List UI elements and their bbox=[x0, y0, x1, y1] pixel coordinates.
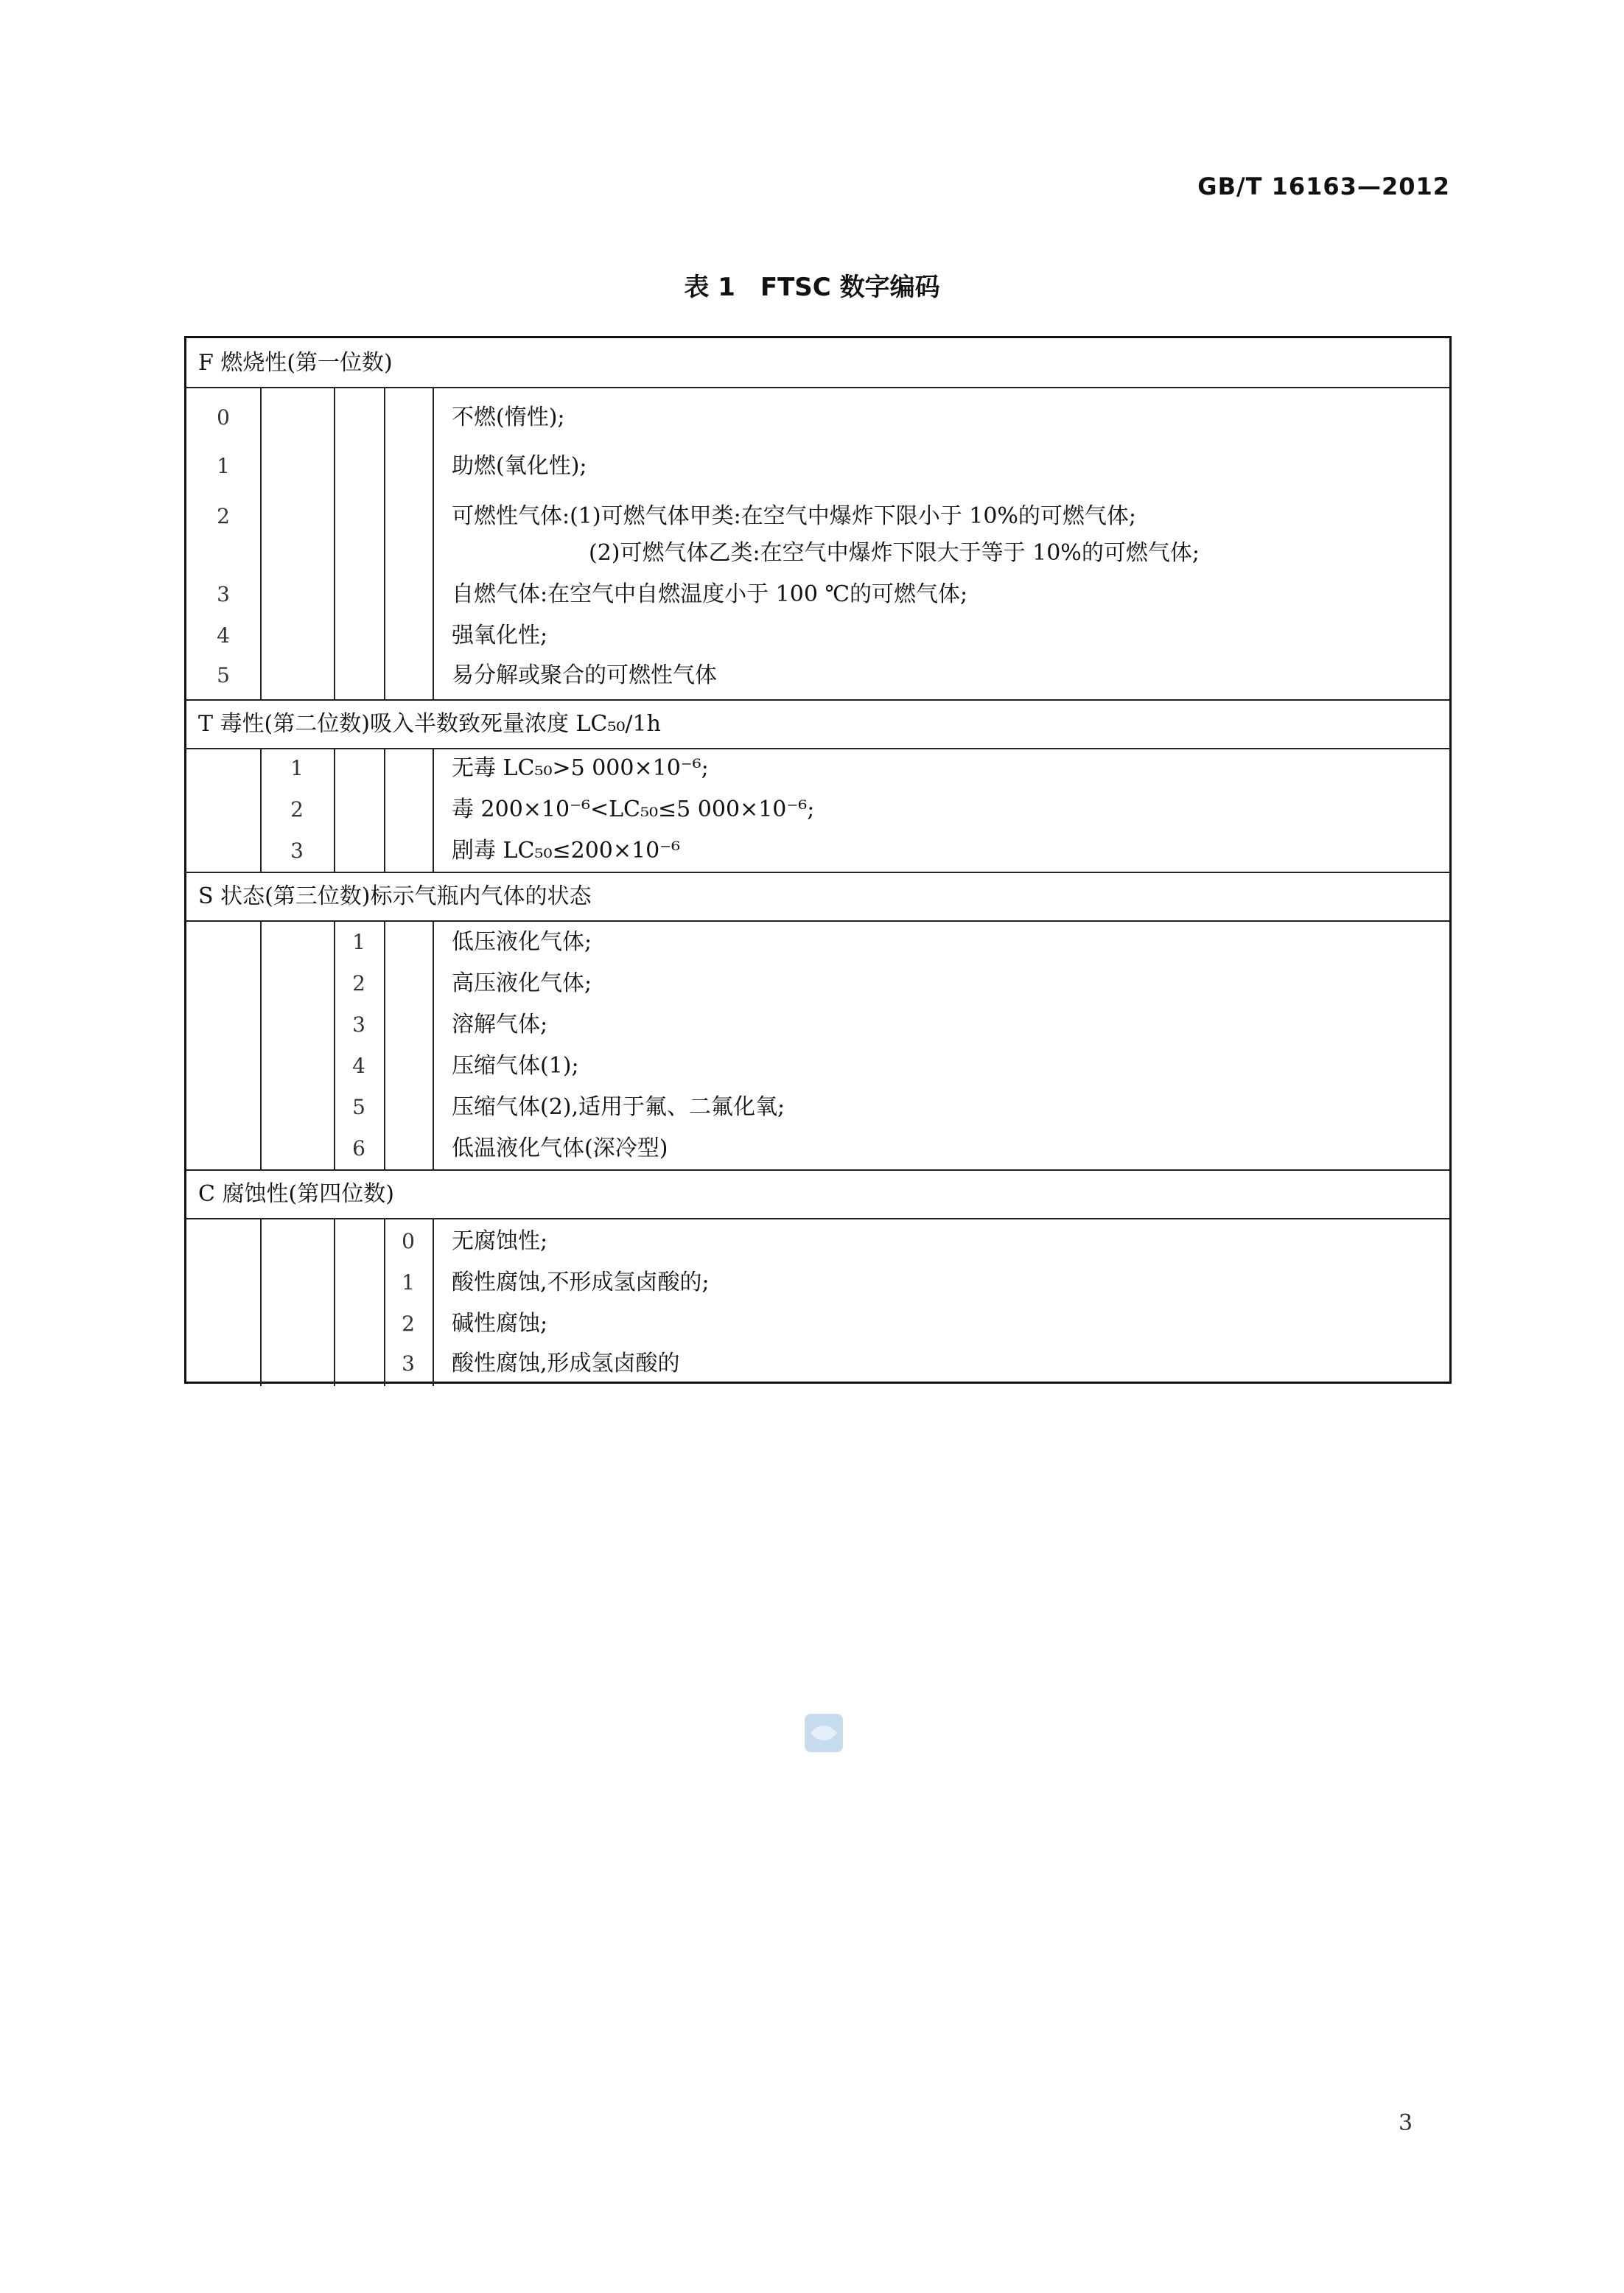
code-cell: 3 bbox=[217, 582, 230, 606]
section-header-t: T 毒性(第二位数)吸入半数致死量浓度 LC₅₀/1h bbox=[198, 711, 661, 737]
desc-cell: 压缩气体(1); bbox=[452, 1053, 579, 1079]
table-row bbox=[186, 496, 1449, 537]
desc-cell: 剧毒 LC₅₀≤200×10⁻⁶ bbox=[452, 838, 681, 864]
table-row bbox=[186, 922, 1449, 963]
table-row bbox=[186, 1303, 1449, 1345]
rule bbox=[186, 1218, 1449, 1219]
desc-cell: 酸性腐蚀,不形成氢卤酸的; bbox=[452, 1270, 710, 1295]
table-row bbox=[186, 533, 1449, 574]
table-title: 表 1 FTSC 数字编码 bbox=[684, 273, 940, 302]
code-cell: 1 bbox=[217, 454, 230, 478]
desc-cell: 不燃(惰性); bbox=[452, 405, 565, 430]
code-cell: 5 bbox=[352, 1095, 365, 1119]
code-cell: 4 bbox=[217, 623, 230, 648]
code-cell: 6 bbox=[352, 1136, 365, 1160]
watermark-logo-icon bbox=[803, 1712, 844, 1754]
code-cell: 1 bbox=[402, 1270, 415, 1295]
table-row bbox=[186, 446, 1449, 487]
table-row bbox=[186, 397, 1449, 438]
code-cell: 0 bbox=[217, 405, 230, 430]
code-cell: 1 bbox=[352, 930, 365, 954]
code-cell: 3 bbox=[402, 1351, 415, 1376]
table-row bbox=[186, 1004, 1449, 1046]
table-row bbox=[186, 1128, 1449, 1169]
desc-cell: 可燃性气体:(1)可燃气体甲类:在空气中爆炸下限小于 10%的可燃气体; bbox=[452, 503, 1137, 529]
desc-cell: 无腐蚀性; bbox=[452, 1228, 548, 1254]
table-row bbox=[186, 830, 1449, 872]
section-header-s: S 状态(第三位数)标示气瓶内气体的状态 bbox=[198, 883, 592, 909]
table-row bbox=[186, 1087, 1449, 1128]
desc-cell: 压缩气体(2),适用于氟、二氟化氧; bbox=[452, 1094, 785, 1120]
desc-cell: (2)可燃气体乙类:在空气中爆炸下限大于等于 10%的可燃气体; bbox=[589, 540, 1200, 566]
table-row bbox=[186, 748, 1449, 789]
table-row bbox=[186, 574, 1449, 615]
desc-cell: 碱性腐蚀; bbox=[452, 1311, 548, 1337]
table-row bbox=[186, 1262, 1449, 1303]
desc-cell: 助燃(氧化性); bbox=[452, 453, 587, 479]
code-cell: 0 bbox=[402, 1229, 415, 1253]
section-header-f: F 燃烧性(第一位数) bbox=[198, 350, 393, 376]
desc-cell: 高压液化气体; bbox=[452, 970, 592, 996]
desc-cell: 毒 200×10⁻⁶<LC₅₀≤5 000×10⁻⁶; bbox=[452, 797, 815, 822]
desc-cell: 无毒 LC₅₀>5 000×10⁻⁶; bbox=[452, 755, 709, 781]
table-row bbox=[186, 1046, 1449, 1087]
table-row bbox=[186, 789, 1449, 830]
rule bbox=[186, 387, 1449, 388]
desc-cell: 低温液化气体(深冷型) bbox=[452, 1135, 668, 1161]
code-cell: 4 bbox=[352, 1054, 365, 1078]
code-cell: 2 bbox=[290, 797, 304, 822]
code-cell: 2 bbox=[402, 1312, 415, 1336]
code-cell: 3 bbox=[290, 839, 304, 863]
code-cell: 5 bbox=[217, 663, 230, 687]
desc-cell: 易分解或聚合的可燃性气体 bbox=[452, 662, 717, 688]
code-cell: 3 bbox=[352, 1012, 365, 1037]
table-row bbox=[186, 1343, 1449, 1384]
desc-cell: 自燃气体:在空气中自燃温度小于 100 ℃的可燃气体; bbox=[452, 581, 968, 607]
table-row bbox=[186, 655, 1449, 696]
table-row bbox=[186, 1221, 1449, 1262]
code-cell: 1 bbox=[290, 756, 304, 780]
page-number: 3 bbox=[1399, 2110, 1413, 2136]
table-row bbox=[186, 963, 1449, 1004]
desc-cell: 低压液化气体; bbox=[452, 929, 592, 955]
code-cell: 2 bbox=[217, 504, 230, 528]
desc-cell: 强氧化性; bbox=[452, 623, 548, 648]
section-header-c: C 腐蚀性(第四位数) bbox=[198, 1181, 394, 1207]
desc-cell: 酸性腐蚀,形成氢卤酸的 bbox=[452, 1351, 680, 1376]
table-row bbox=[186, 615, 1449, 657]
desc-cell: 溶解气体; bbox=[452, 1012, 548, 1037]
standard-number: GB/T 16163—2012 bbox=[1197, 172, 1450, 200]
code-cell: 2 bbox=[352, 971, 365, 995]
ftsc-table bbox=[184, 336, 1452, 1384]
